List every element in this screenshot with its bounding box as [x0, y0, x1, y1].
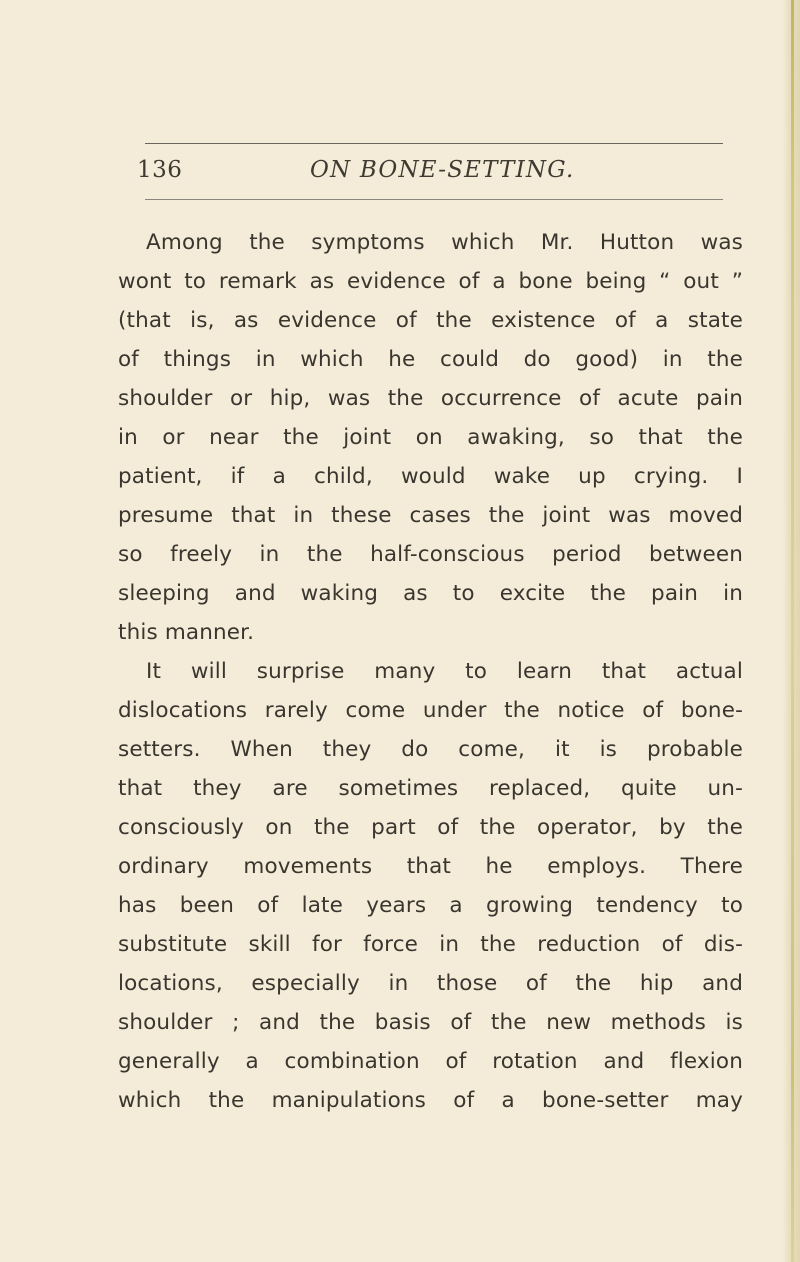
- text-line: consciously on the part of the operator, by the: [118, 815, 743, 840]
- page-edge-stain: [791, 0, 794, 1262]
- header-rule-top: [145, 143, 723, 144]
- text-line: patient, if a child, would wake up crying. I: [118, 464, 743, 489]
- text-line: locations, especially in those of the hip and: [118, 971, 743, 996]
- text-line: Among the symptoms which Mr. Hutton was: [146, 230, 743, 255]
- text-line: shoulder ; and the basis of the new methods is: [118, 1010, 743, 1035]
- text-line: of things in which he could do good) in the: [118, 347, 743, 372]
- text-line: that they are sometimes replaced, quite un-: [118, 776, 743, 801]
- text-line: has been of late years a growing tendency to: [118, 893, 743, 918]
- text-line: shoulder or hip, was the occurrence of acute pain: [118, 386, 743, 411]
- body-text: [118, 223, 743, 1120]
- text-line: which the manipulations of a bone-setter may: [118, 1088, 743, 1113]
- text-line: (that is, as evidence of the existence of a state: [118, 308, 743, 333]
- header-rule-bottom: [145, 199, 723, 200]
- running-header: [120, 157, 720, 191]
- text-line: sleeping and waking as to excite the pain in: [118, 581, 743, 606]
- text-line: dislocations rarely come under the notice of bone-: [118, 698, 743, 723]
- text-line: this manner.: [118, 620, 255, 645]
- text-line: substitute skill for force in the reduction of dis-: [118, 932, 743, 957]
- text-line: so freely in the half-conscious period between: [118, 542, 743, 567]
- text-line: presume that in these cases the joint was moved: [118, 503, 743, 528]
- text-line: ordinary movements that he employs. There: [118, 854, 743, 879]
- running-title: ON BONE-SETTING.: [310, 157, 575, 183]
- page-number: 136: [137, 157, 183, 183]
- text-line: It will surprise many to learn that actual: [146, 659, 743, 684]
- text-line: wont to remark as evidence of a bone being “ out ”: [118, 269, 743, 294]
- text-line: generally a combination of rotation and flexion: [118, 1049, 743, 1074]
- text-line: setters. When they do come, it is probable: [118, 737, 743, 762]
- text-line: in or near the joint on awaking, so that the: [118, 425, 743, 450]
